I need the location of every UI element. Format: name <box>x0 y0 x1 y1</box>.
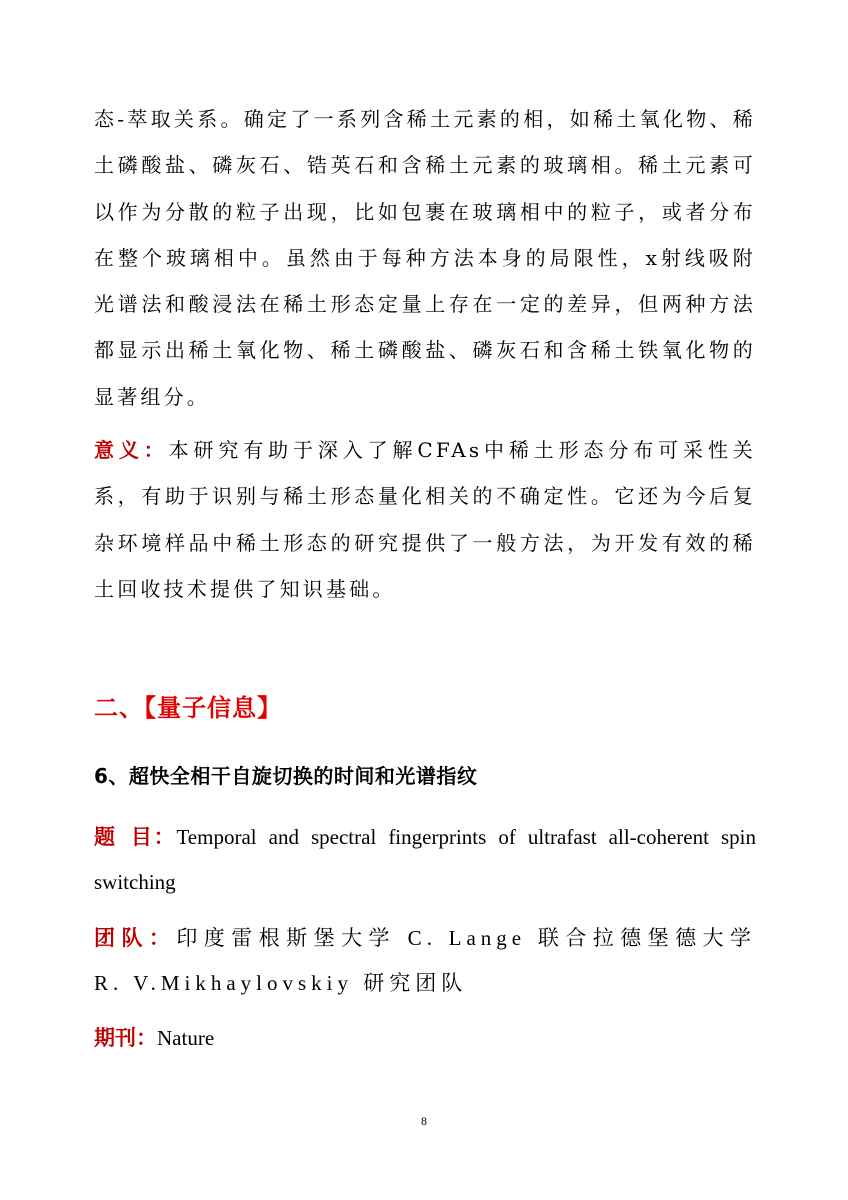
significance-text: 本研究有助于深入了解CFAs中稀土形态分布可采性关系，有助于识别与稀土形态量化相关的不确定性。它还为今后复杂环境样品中稀土形态的研究提供了一般方法，为开发有效的稀土回收技术提供了知识基础。 <box>94 438 756 601</box>
team-value: 印度雷根斯堡大学 C. Lange 联合拉德堡德大学 R. V.Mikhaylovskiy 研究团队 <box>94 926 756 995</box>
body-paragraph-1: 态-萃取关系。确定了一系列含稀土元素的相，如稀土氧化物、稀土磷酸盐、磷灰石、锆英石和含稀土元素的玻璃相。稀土元素可以作为分散的粒子出现，比如包裹在玻璃相中的粒子，或者分布在整个玻璃相中。虽然由于每种方法本身的局限性，x射线吸附光谱法和酸浸法在稀土形态定量上存在一定的差异，但两种方法都显示出稀土氧化物、稀土磷酸盐、磷灰石和含稀土铁氧化物的显著组分。 <box>94 107 756 409</box>
title-value: Temporal and spectral fingerprints of ultrafast all-coherent spin switching <box>94 825 756 894</box>
page-number: 8 <box>421 1114 427 1128</box>
article-journal-field <box>94 1016 756 1061</box>
journal-label: 期刊： <box>94 1026 157 1050</box>
significance-paragraph <box>94 427 756 612</box>
significance-label: 意义： <box>94 438 169 462</box>
article-team-field <box>94 916 756 1006</box>
title-label: 题 目： <box>94 825 177 849</box>
article-title: 6、超快全相干自旋切换的时间和光谱指纹 <box>94 764 478 788</box>
team-label: 团队： <box>94 926 177 950</box>
journal-value: Nature <box>157 1026 215 1050</box>
article-title-field <box>94 815 756 905</box>
section-heading: 二、【量子信息】 <box>94 694 282 722</box>
